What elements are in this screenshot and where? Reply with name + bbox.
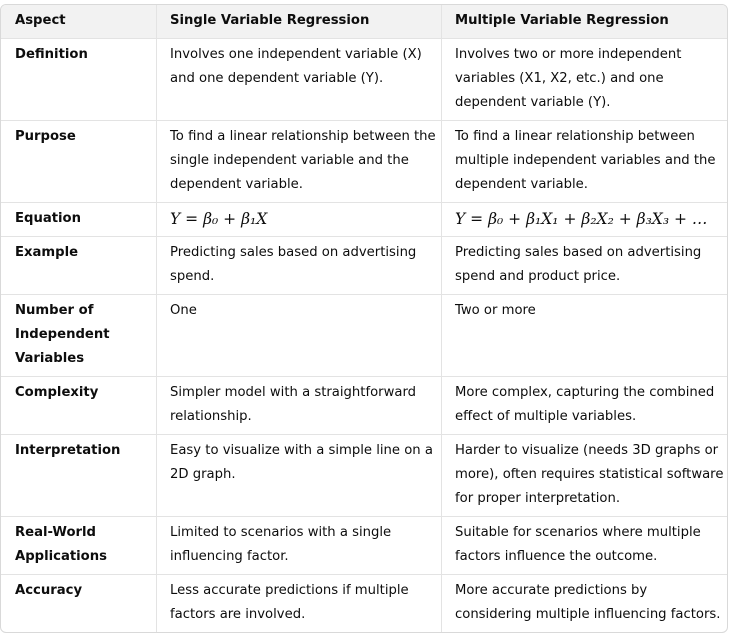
cell-multiple-equation: Y = β₀ + β₁X₁ + β₂X₂ + β₃X₃ + … xyxy=(441,203,727,237)
cell-single-definition: Involves one independent variable (X) and one dependent variable (Y). xyxy=(156,39,441,121)
header-multiple-variable: Multiple Variable Regression xyxy=(441,5,727,39)
table-row-equation xyxy=(1,203,727,237)
cell-multiple-interpretation: Harder to visualize (needs 3D graphs or more), often requires statistical software for proper interpretation. xyxy=(441,435,727,517)
cell-single-number-of-variables: One xyxy=(156,295,441,377)
cell-multiple-example: Predicting sales based on advertising spend and product price. xyxy=(441,237,727,295)
cell-single-interpretation: Easy to visualize with a simple line on a 2D graph. xyxy=(156,435,441,517)
row-label-accuracy: Accuracy xyxy=(15,583,83,598)
row-label-purpose: Purpose xyxy=(1,121,156,203)
row-label-real-world-applications: Real-World Applications xyxy=(1,517,156,575)
table-header-row xyxy=(1,5,727,39)
cell-single-real-world-applications: Limited to scenarios with a single influencing factor. xyxy=(156,517,441,575)
row-label-interpretation: Interpretation xyxy=(1,435,156,517)
row-label-number-of-variables: Number of Independent Variables xyxy=(1,295,156,377)
regression-comparison-table xyxy=(0,4,728,633)
cell-single-equation: Y = β₀ + β₁X xyxy=(156,203,441,237)
table-row-example xyxy=(1,237,727,295)
cell-multiple-complexity: More complex, capturing the combined effect of multiple variables. xyxy=(441,377,727,435)
row-label-equation: Equation xyxy=(1,203,156,237)
cell-single-complexity: Simpler model with a straightforward relationship. xyxy=(156,377,441,435)
cell-multiple-definition: Involves two or more independent variables (X1, X2, etc.) and one dependent variable (Y). xyxy=(441,39,727,121)
table-row-purpose xyxy=(1,121,727,203)
table-row-number-of-variables xyxy=(1,295,727,377)
table-row-complexity xyxy=(1,377,727,435)
table-row-accuracy xyxy=(1,575,727,632)
table-row-real-world-applications xyxy=(1,517,727,575)
header-single-variable: Single Variable Regression xyxy=(156,5,441,39)
header-aspect: Aspect xyxy=(1,5,156,39)
cell-multiple-accuracy: More accurate predictions by considering multiple influencing factors. xyxy=(441,575,727,632)
table-row-interpretation xyxy=(1,435,727,517)
cell-single-accuracy: Less accurate predictions if multiple factors are involved. xyxy=(156,575,441,632)
cell-single-example: Predicting sales based on advertising spend. xyxy=(156,237,441,295)
cell-single-purpose: To find a linear relationship between the single independent variable and the dependent variable. xyxy=(156,121,441,203)
row-label-complexity: Complexity xyxy=(1,377,156,435)
row-label-example: Example xyxy=(1,237,156,295)
row-label-definition: Definition xyxy=(1,39,156,121)
comparison-table-container xyxy=(0,4,726,633)
cell-multiple-real-world-applications: Suitable for scenarios where multiple factors influence the outcome. xyxy=(441,517,727,575)
table-row-definition xyxy=(1,39,727,121)
cell-multiple-purpose: To find a linear relationship between multiple independent variables and the dependent variable. xyxy=(441,121,727,203)
cell-multiple-number-of-variables: Two or more xyxy=(441,295,727,377)
